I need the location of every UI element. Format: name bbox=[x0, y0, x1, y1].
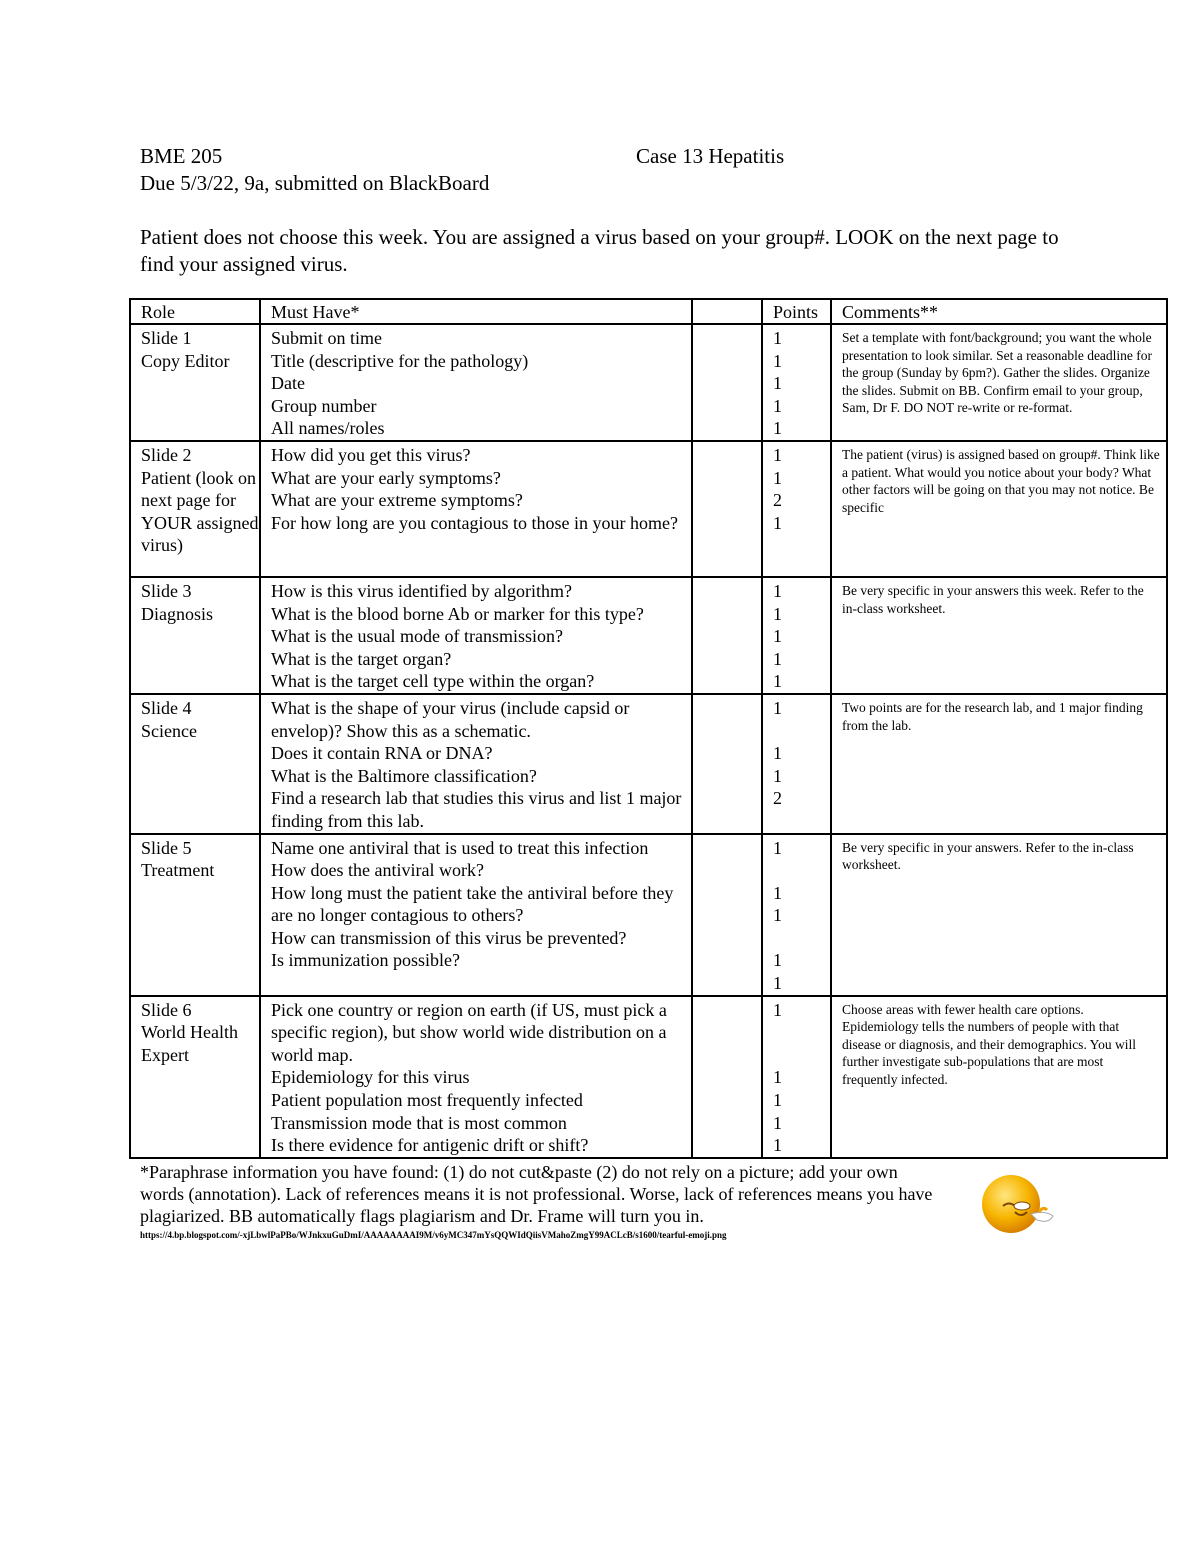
points-value: 1 bbox=[773, 973, 782, 994]
rubric-row-slide-3 bbox=[130, 577, 1167, 694]
points-value: 1 bbox=[773, 1135, 782, 1156]
rubric-row-slide-4 bbox=[130, 694, 1167, 834]
points-value: 1 bbox=[773, 444, 782, 465]
must-have-item: Date bbox=[271, 373, 305, 394]
comments-cell: Two points are for the research lab, and 1 major finding from the lab. bbox=[831, 694, 1167, 834]
points-value: 1 bbox=[773, 743, 782, 764]
case-title: Case 13 Hepatitis bbox=[636, 144, 785, 168]
blank-cell bbox=[692, 441, 762, 577]
header-blank bbox=[692, 299, 762, 324]
points-value: 1 bbox=[773, 1090, 782, 1111]
points-value: 1 bbox=[773, 395, 782, 416]
must-have-cell bbox=[260, 577, 692, 694]
must-have-item: Is immunization possible? bbox=[271, 950, 460, 971]
comments-cell: Choose areas with fewer health care options. Epidemiology tells the numbers of people with that disease or diagnosis, and their demographics. You will further investigate sub-populations that are most frequently infected. bbox=[831, 996, 1167, 1158]
points-value: 1 bbox=[773, 418, 782, 439]
role-cell: Slide 5 Treatment bbox=[130, 834, 260, 996]
points-value: 1 bbox=[773, 882, 782, 903]
points-value: 1 bbox=[773, 512, 782, 533]
points-value: 1 bbox=[773, 671, 782, 692]
blank-cell bbox=[692, 694, 762, 834]
comments-cell: Be very specific in your answers. Refer to the in-class worksheet. bbox=[831, 834, 1167, 996]
must-have-item: What are your extreme symptoms? bbox=[271, 490, 523, 511]
blank-cell bbox=[692, 834, 762, 996]
role-cell: Slide 2 Patient (look on next page for YOUR assigned virus) bbox=[130, 441, 260, 577]
must-have-item: What is the Baltimore classification? bbox=[271, 765, 537, 786]
points-value: 1 bbox=[773, 580, 782, 601]
points-value: 1 bbox=[773, 328, 782, 348]
course-code: BME 205 bbox=[140, 144, 223, 168]
points-value bbox=[773, 859, 830, 882]
must-have-item: What is the shape of your virus (include capsid or envelop)? Show this as a schematic. bbox=[271, 697, 630, 741]
points-value bbox=[773, 1021, 830, 1044]
must-have-item: Transmission mode that is most common bbox=[271, 1112, 567, 1133]
header-must-have: Must Have* bbox=[260, 299, 692, 324]
image-source-url: https://4.bp.blogspot.com/-xjLbwlPaPBo/WJnkxuGuDmI/AAAAAAAAI9M/v6yMC347mYsQQWIdQiisVMahoZmgY99ACLcB/s1600/tearful-emoji.png bbox=[140, 1230, 727, 1240]
points-value: 1 bbox=[773, 905, 782, 926]
must-have-item: Find a research lab that studies this virus and list 1 major finding from this lab. bbox=[271, 788, 682, 831]
must-have-cell bbox=[260, 694, 692, 834]
points-cell bbox=[762, 996, 831, 1158]
points-value: 1 bbox=[773, 350, 782, 371]
role-cell: Slide 3 Diagnosis bbox=[130, 577, 260, 694]
must-have-item: Pick one country or region on earth (if US, must pick a specific region), but show world wide distribution on a world map. bbox=[271, 999, 667, 1065]
points-value: 1 bbox=[773, 1067, 782, 1088]
points-value: 1 bbox=[773, 697, 782, 718]
must-have-item: How is this virus identified by algorithm? bbox=[271, 580, 572, 601]
header-comments: Comments** bbox=[831, 299, 1167, 324]
header-points: Points bbox=[762, 299, 831, 324]
role-cell: Slide 6 World Health Expert bbox=[130, 996, 260, 1158]
must-have-item: Patient population most frequently infected bbox=[271, 1090, 583, 1111]
blank-cell bbox=[692, 577, 762, 694]
must-have-item: For how long are you contagious to those in your home? bbox=[271, 512, 678, 533]
rubric-row-slide-2 bbox=[130, 441, 1167, 577]
table-header-row bbox=[130, 299, 1167, 324]
points-value: 1 bbox=[773, 626, 782, 647]
must-have-item: Epidemiology for this virus bbox=[271, 1067, 470, 1088]
must-have-item: What are your early symptoms? bbox=[271, 467, 501, 488]
comments-cell: The patient (virus) is assigned based on group#. Think like a patient. What would you notice about your body? What other factors will be going on that you may not notice. Be specific bbox=[831, 441, 1167, 577]
rubric-row-slide-1 bbox=[130, 324, 1167, 441]
rubric-row-slide-6 bbox=[130, 996, 1167, 1158]
must-have-item: All names/roles bbox=[271, 418, 385, 439]
points-value: 2 bbox=[773, 490, 782, 511]
role-cell: Slide 4 Science bbox=[130, 694, 260, 834]
comments-cell: Set a template with font/background; you want the whole presentation to look similar. Set a reasonable deadline for the group (Sunday by 6pm?). Gather the slides. Organize the slides. Submit on BB. Confirm email to your group, Sam, Dr F. DO NOT re-write or re-format. bbox=[831, 324, 1167, 441]
must-have-item: How does the antiviral work? bbox=[271, 860, 484, 881]
must-have-item: Group number bbox=[271, 395, 377, 416]
must-have-item: Is there evidence for antigenic drift or shift? bbox=[271, 1135, 589, 1156]
must-have-cell bbox=[260, 324, 692, 441]
must-have-cell bbox=[260, 834, 692, 996]
must-have-item: Title (descriptive for the pathology) bbox=[271, 350, 529, 371]
header-role: Role bbox=[130, 299, 260, 324]
must-have-item: How did you get this virus? bbox=[271, 444, 471, 465]
blank-cell bbox=[692, 324, 762, 441]
points-value: 1 bbox=[773, 1112, 782, 1133]
must-have-item: What is the usual mode of transmission? bbox=[271, 626, 563, 647]
points-cell bbox=[762, 324, 831, 441]
points-value: 1 bbox=[773, 648, 782, 669]
must-have-item: Name one antiviral that is used to treat this infection bbox=[271, 837, 649, 858]
blank-cell bbox=[692, 996, 762, 1158]
points-cell bbox=[762, 441, 831, 577]
must-have-cell bbox=[260, 996, 692, 1158]
must-have-item: Does it contain RNA or DNA? bbox=[271, 743, 493, 764]
must-have-item: What is the target organ? bbox=[271, 648, 452, 669]
points-value: 1 bbox=[773, 950, 782, 971]
points-cell bbox=[762, 834, 831, 996]
points-value bbox=[773, 1044, 830, 1067]
points-value: 1 bbox=[773, 765, 782, 786]
tearful-emoji-icon bbox=[975, 1172, 1063, 1234]
must-have-item: How can transmission of this virus be prevented? bbox=[271, 927, 627, 948]
points-value: 1 bbox=[773, 837, 782, 858]
must-have-item: Submit on time bbox=[271, 328, 383, 348]
comments-cell: Be very specific in your answers this week. Refer to the in-class worksheet. bbox=[831, 577, 1167, 694]
points-value bbox=[773, 720, 830, 743]
points-value: 1 bbox=[773, 999, 782, 1020]
must-have-cell bbox=[260, 441, 692, 577]
footnote: *Paraphrase information you have found: (1) do not cut&paste (2) do not rely on a picture; add your own words (annotation). Lack of references means it is not professional. Worse, lack of references means you have plagiarized. BB automatically flags plagiarism and Dr. Frame will turn you in. bbox=[140, 1162, 933, 1226]
points-value: 2 bbox=[773, 788, 782, 809]
intro-paragraph: Patient does not choose this week. You are assigned a virus based on your group#. LOOK on the next page to find your assigned virus. bbox=[140, 225, 1059, 276]
must-have-item: How long must the patient take the antiviral before they are no longer contagious to others? bbox=[271, 882, 674, 926]
points-value: 1 bbox=[773, 467, 782, 488]
rubric-table bbox=[129, 298, 1168, 1159]
role-cell: Slide 1 Copy Editor bbox=[130, 324, 260, 441]
points-cell bbox=[762, 694, 831, 834]
rubric-row-slide-5 bbox=[130, 834, 1167, 996]
must-have-item: What is the blood borne Ab or marker for this type? bbox=[271, 603, 644, 624]
must-have-item: What is the target cell type within the organ? bbox=[271, 671, 595, 692]
points-cell bbox=[762, 577, 831, 694]
points-value: 1 bbox=[773, 603, 782, 624]
points-value: 1 bbox=[773, 373, 782, 394]
points-value bbox=[773, 927, 830, 950]
due-date: Due 5/3/22, 9a, submitted on BlackBoard bbox=[140, 171, 490, 195]
